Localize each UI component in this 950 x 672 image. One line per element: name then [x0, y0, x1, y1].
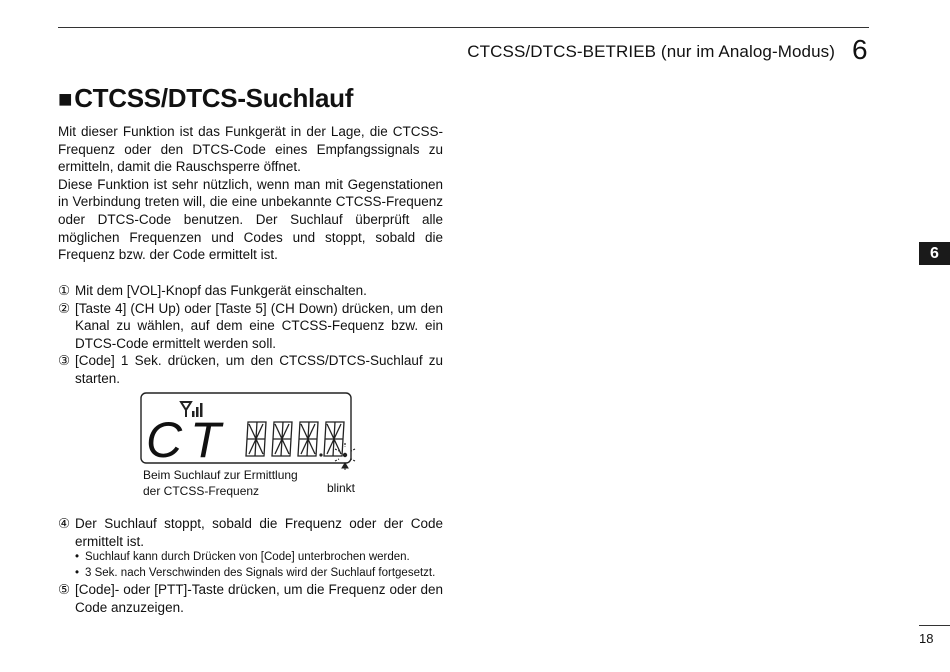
- bullet-dot: •: [75, 566, 80, 579]
- bullet-text: 3 Sek. nach Verschwinden des Signals wird der Suchlauf fortgesetzt.: [85, 566, 436, 579]
- bullet-item: [75, 550, 443, 566]
- intro-paragraph: Diese Funktion ist sehr nützlich, wenn man mit Gegenstationen in Verbindung treten will, die eine unbekannte CTCSS-Frequenz oder DTCS-Code benutzen. Der Suchlauf überprüft alle möglichen Frequenzen und Codes und stoppt, sobald die Frequenz bzw. der Code ermittelt ist.: [58, 176, 443, 263]
- display-caption: [143, 467, 298, 499]
- step-number: ②: [58, 300, 71, 316]
- step-text: [Code]- oder [PTT]-Taste drücken, um die Frequenz oder den Code anzuzeigen.: [75, 582, 443, 615]
- step-number: ⑤: [58, 582, 71, 598]
- step-item: [58, 581, 443, 616]
- step-item: [58, 352, 443, 387]
- bullet-list: [75, 550, 443, 581]
- chapter-title: CTCSS/DTCS-BETRIEB (nur im Analog-Modus): [467, 42, 835, 61]
- decimal-point: [319, 453, 322, 456]
- bullet-text: Suchlauf kann durch Drücken von [Code] unterbrochen werden.: [85, 551, 410, 564]
- chapter-number: 6: [852, 34, 868, 65]
- step-number: ④: [58, 516, 71, 531]
- step-text: Mit dem [VOL]-Knopf das Funkgerät einschalten.: [75, 283, 367, 298]
- section-marker: ■: [58, 86, 73, 113]
- steps-list-continued: [58, 515, 443, 616]
- step-item: [58, 515, 443, 550]
- blink-pointer-arrow: [342, 463, 348, 470]
- intro-paragraph: Mit dieser Funktion ist das Funkgerät in der Lage, die CTCSS-Frequenz oder den DTCS-Code eines Empfangssignals zu ermitteln, damit die Rauschsperre öffnet.: [58, 124, 443, 175]
- blinking-decimal-point: [343, 453, 347, 457]
- footer-rule: [919, 625, 950, 626]
- chapter-side-tab: 6: [919, 242, 950, 265]
- caption-line: Beim Suchlauf zur Ermittlung: [143, 468, 298, 482]
- step-number: ①: [58, 283, 71, 298]
- header-rule: [58, 27, 869, 28]
- step-item: [58, 300, 443, 353]
- section-heading: [58, 83, 353, 114]
- intro-text: [58, 123, 443, 264]
- step-number: ③: [58, 353, 71, 369]
- steps-list: [58, 282, 443, 388]
- step-text: [Taste 4] (CH Up) oder [Taste 5] (CH Down) drücken, um den Kanal zu wählen, auf dem eine CTCSS-Fequenz bzw. ein DTCS-Code ermittelt werden soll.: [75, 300, 443, 351]
- page-number: 18: [919, 631, 934, 646]
- caption-line: der CTCSS-Frequenz: [143, 484, 260, 498]
- step-text: Der Suchlauf stoppt, sobald die Frequenz oder der Code ermittelt ist.: [75, 516, 443, 549]
- lcd-readout: CT: [146, 412, 229, 468]
- step-item: [58, 282, 443, 300]
- lcd-display-illustration: [140, 392, 360, 470]
- step-text: [Code] 1 Sek. drücken, um den CTCSS/DTCS-Suchlauf zu starten.: [75, 353, 443, 386]
- bullet-dot: •: [75, 551, 80, 564]
- blink-label: blinkt: [327, 481, 356, 495]
- section-title: CTCSS/DTCS-Suchlauf: [74, 83, 354, 113]
- bullet-item: [75, 566, 443, 582]
